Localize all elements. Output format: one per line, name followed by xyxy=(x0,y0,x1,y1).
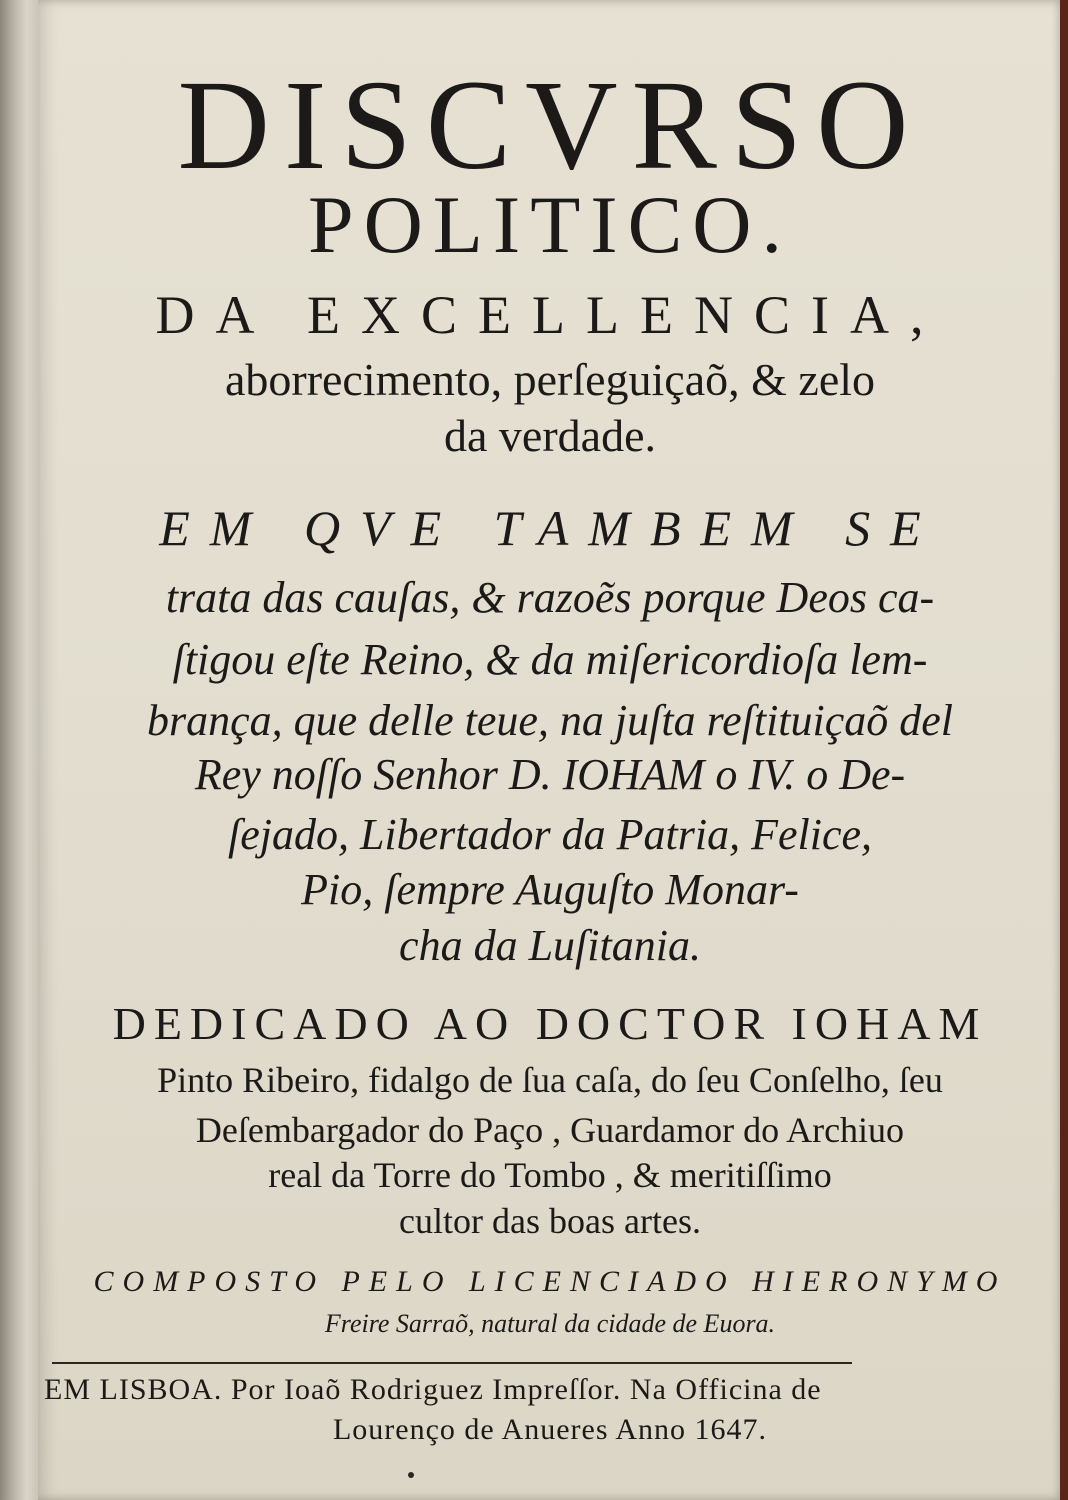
title-line-5: da verdade. xyxy=(444,410,656,461)
dedication-line-4: real da Torre do Tombo , & meritiſſimo xyxy=(268,1155,832,1195)
subtitle-line-2: trata das cauſas, & razoẽs porque Deos ca- xyxy=(165,573,935,622)
dedication-line-1: DEDICADO AO DOCTOR IOHAM xyxy=(112,998,988,1049)
title-line-3: DA EXCELLENCIA, xyxy=(155,285,945,345)
author-line-1: COMPOSTO PELO LICENCIADO HIERONYMO xyxy=(93,1265,1007,1298)
title-page xyxy=(38,0,1062,1500)
imprint-divider-bar xyxy=(52,1362,852,1364)
dedication-line-5: cultor das boas artes. xyxy=(399,1201,701,1241)
printer-mark-dot xyxy=(408,1472,414,1478)
dedication-line-2: Pinto Ribeiro, fidalgo de ſua caſa, do ſeu Conſelho, ſeu xyxy=(157,1060,943,1100)
subtitle-line-8: cha da Luſitania. xyxy=(399,921,701,970)
subtitle-line-5: Rey noſſo Senhor D. IOHAM o IV. o De- xyxy=(194,750,906,799)
book-spine xyxy=(0,0,40,1500)
title-line-4: aborrecimento, perſeguiçaõ, & zelo xyxy=(224,354,876,405)
imprint-line-2: Lourenço de Anueres Anno 1647. xyxy=(332,1413,768,1446)
imprint-line-1: EM LISBOA. Por Ioaõ Rodriguez Impreſſor. Na Officina de xyxy=(44,1373,822,1406)
title-line-2: POLITICO. xyxy=(307,179,793,270)
subtitle-line-6: ſejado, Libertador da Patria, Felice, xyxy=(227,810,873,859)
author-line-2: Freire Sarraõ, natural da cidade de Euora. xyxy=(324,1309,776,1338)
subtitle-line-1: EM QVE TAMBEM SE xyxy=(159,500,941,556)
cover-edge xyxy=(1060,0,1068,1500)
subtitle-line-7: Pio, ſempre Auguſto Monar- xyxy=(301,865,799,914)
subtitle-line-4: brança, que delle teue, na juſta reſtituiçaõ del xyxy=(146,696,954,745)
subtitle-line-3: ſtigou eſte Reino, & da miſericordioſa lem- xyxy=(172,635,928,684)
title-line-1: DISCVRSO xyxy=(177,54,923,196)
dedication-line-3: Deſembargador do Paço , Guardamor do Archiuo xyxy=(195,1110,905,1150)
